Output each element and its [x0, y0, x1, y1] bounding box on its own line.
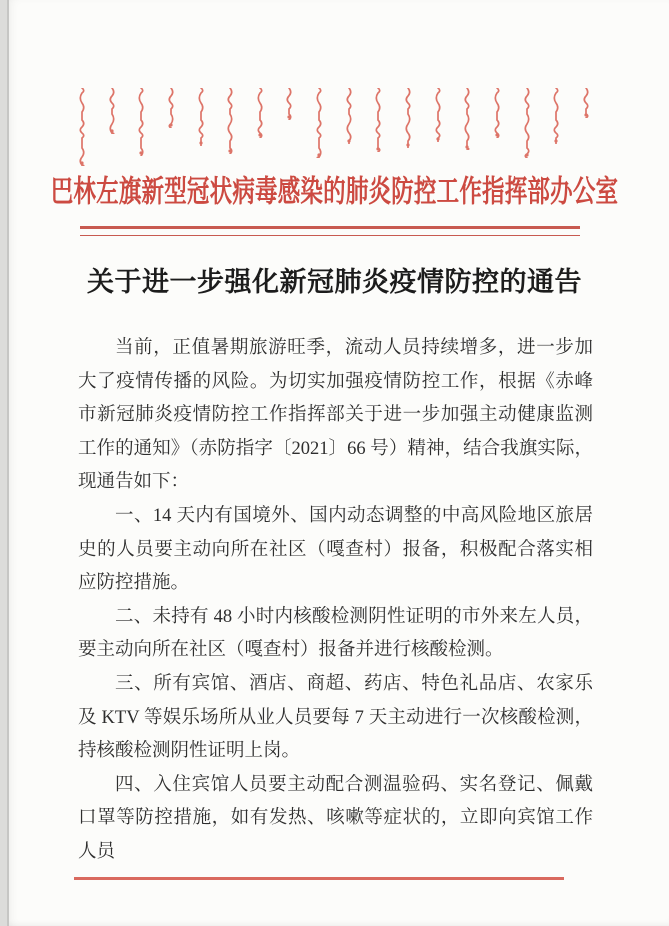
- notice-paragraph: 二、未持有 48 小时内核酸检测阴性证明的市外来左人员，要主动向所在社区（嘎查村）报备并进行核酸检测。: [78, 606, 593, 661]
- scan-edge-shadow: [0, 0, 11, 926]
- notice-title: 关于进一步强化新冠肺炎疫情防控的通告: [87, 267, 582, 297]
- notice-paragraph: 三、所有宾馆、酒店、商超、药店、特色礼品店、农家乐及 KTV 等娱乐场所从业人员要每 7 天主动进行一次核酸检测，持核酸检测阴性证明上岗。: [78, 673, 593, 762]
- mongolian-script-column: [137, 88, 146, 156]
- mongolian-script-column: [108, 88, 117, 134]
- mongolian-script-column: [256, 88, 265, 138]
- mongolian-script-column: [167, 88, 176, 128]
- mongolian-script-column: [226, 88, 235, 154]
- mongolian-script-column: [493, 88, 502, 138]
- notice-paragraph: 四、入住宾馆人员要主动配合测温验码、实名登记、佩戴口罩等防控措施，如有发热、咳嗽等症状的，立即向宾馆工作人员: [78, 774, 593, 862]
- mongolian-script-column: [463, 88, 472, 150]
- mongolian-script-banner: [78, 88, 591, 170]
- mongolian-script-column: [315, 88, 324, 158]
- mongolian-script-column: [197, 88, 206, 146]
- mongolian-script-column: [345, 88, 354, 144]
- issuing-office-header: 巴林左旗新型冠状病毒感染的肺炎防控工作指挥部办公室: [50, 174, 619, 209]
- notice-paragraph: 一、14 天内有国境外、国内动态调整的中高风险地区旅居史的人员要主动向所在社区（嘎查村）报备，积极配合落实相应防控措施。: [78, 505, 593, 594]
- mongolian-script-column: [434, 88, 443, 142]
- footer-rule: [74, 877, 564, 880]
- mongolian-script-column: [374, 88, 383, 152]
- mongolian-script-column: [582, 88, 591, 118]
- mongolian-script-column: [523, 88, 532, 158]
- mongolian-script-column: [285, 88, 294, 120]
- header-divider-rule: [80, 226, 580, 236]
- mongolian-script-column: [552, 88, 561, 144]
- notice-body: [78, 332, 593, 870]
- mongolian-script-column: [404, 88, 413, 148]
- mongolian-script-column: [78, 88, 87, 166]
- notice-paragraph: 当前，正值暑期旅游旺季，流动人员持续增多，进一步加大了疫情传播的风险。为切实加强疫情防控工作，根据《赤峰市新冠肺炎疫情防控工作指挥部关于进一步加强主动健康监测工作的通知》（赤防指字〔2021〕66 号）精神，结合我旗实际，现通告如下：: [78, 338, 593, 493]
